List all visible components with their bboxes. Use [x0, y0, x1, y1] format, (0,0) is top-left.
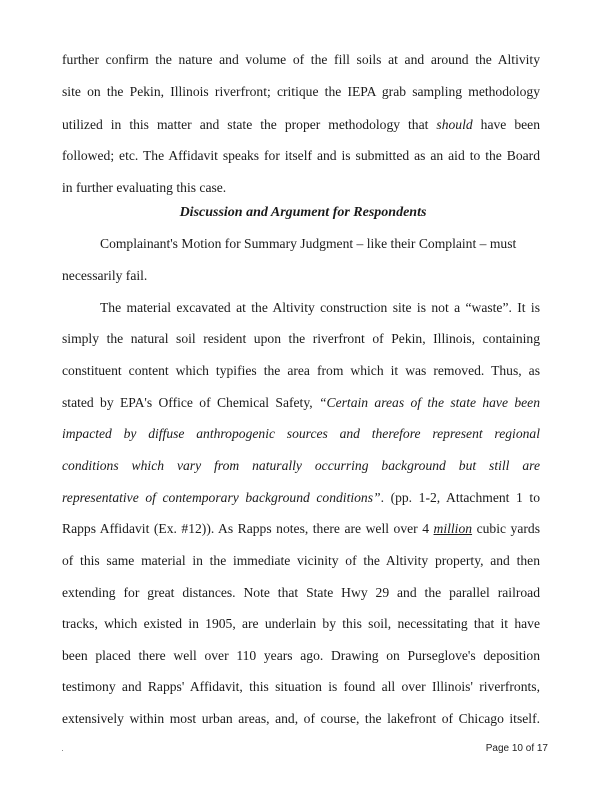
- emphasized-word: should: [436, 117, 473, 132]
- body-line: The material excavated at the Altivity construction site is not a “waste”. It is: [100, 300, 540, 315]
- quoted-text: representative of contemporary background conditions”: [62, 490, 381, 505]
- body-line: in further evaluating this case.: [62, 180, 227, 195]
- body-line: tracks, which existed in 1905, are underlain by this soil, necessitating that it have: [62, 616, 540, 631]
- body-line: extensively within most urban areas, and, of course, the lakefront of Chicago itself.: [62, 711, 540, 726]
- body-line: [62, 458, 540, 474]
- body-text: utilized in this matter and state the proper methodology that: [62, 117, 437, 132]
- body-line: further confirm the nature and volume of the fill soils at and around the Altivity: [62, 52, 540, 67]
- body-line: [62, 117, 540, 133]
- body-line: [62, 521, 540, 537]
- body-line: testimony and Rapps' Affidavit, this situation is found all over Illinois' riverfronts,: [62, 679, 540, 694]
- body-line: followed; etc. The Affidavit speaks for itself and is submitted as an aid to the Board: [62, 148, 540, 163]
- body-line: [62, 490, 540, 506]
- body-line: simply the natural soil resident upon the riverfront of Pekin, Illinois, containing: [62, 331, 540, 346]
- body-line: constituent content which typifies the area from which it was removed. Thus, as: [62, 363, 540, 378]
- body-line: been placed there well over 110 years ago. Drawing on Purseglove's deposition: [62, 648, 540, 663]
- body-line: of this same material in the immediate vicinity of the Altivity property, and then: [62, 553, 540, 568]
- body-line: necessarily fail.: [62, 268, 148, 283]
- quoted-text: impacted by diffuse anthropogenic sources and therefore represent regional: [62, 426, 540, 441]
- body-text: stated by EPA's Office of Chemical Safety,: [62, 395, 319, 410]
- body-text: . (pp. 1-2, Attachment 1 to: [380, 490, 540, 505]
- underlined-word: million: [433, 521, 473, 536]
- body-text: have been: [472, 117, 540, 132]
- quoted-text: “Certain areas of the state have been: [318, 395, 540, 410]
- body-line: [62, 395, 540, 411]
- body-line: extending for great distances. Note that State Hwy 29 and the parallel railroad: [62, 585, 540, 600]
- body-line: site on the Pekin, Illinois riverfront; critique the IEPA grab sampling methodology: [62, 84, 540, 99]
- section-heading: Discussion and Argument for Respondents: [179, 205, 427, 220]
- body-line: Complainant's Motion for Summary Judgment – like their Complaint – must: [100, 236, 517, 251]
- scan-speck: [62, 750, 63, 751]
- body-line: [62, 426, 540, 442]
- quoted-text: conditions which vary from naturally occurring background but still are: [62, 458, 540, 473]
- page-number: Page 10 of 17: [485, 743, 548, 754]
- body-text: Rapps Affidavit (Ex. #12)). As Rapps notes, there are well over 4: [62, 521, 434, 536]
- body-text: cubic yards: [472, 521, 540, 536]
